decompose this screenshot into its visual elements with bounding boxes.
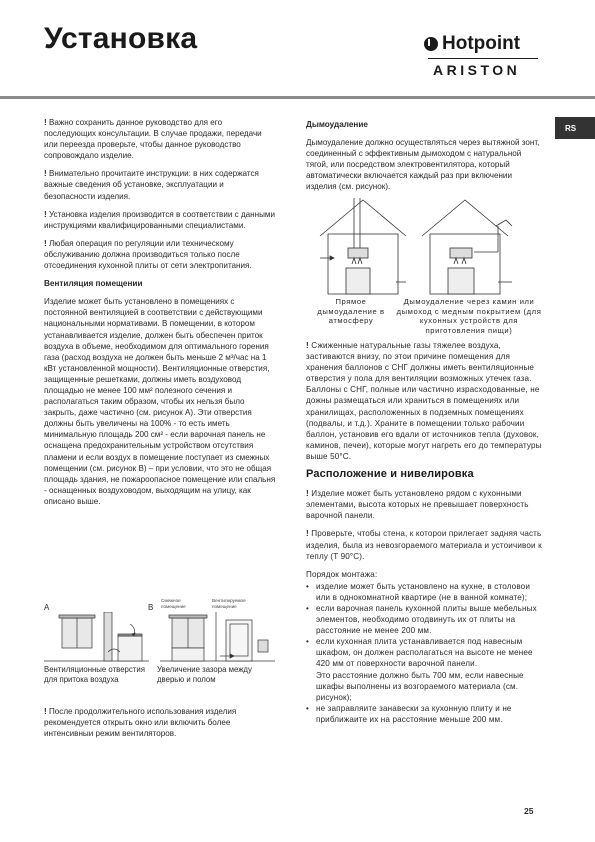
header-rule bbox=[0, 96, 595, 99]
mounting-heading: Порядок монтажа: bbox=[306, 569, 378, 579]
brand-name: Hotpoint bbox=[442, 33, 521, 54]
mounting-list bbox=[306, 581, 542, 725]
figure-a-caption: Вентиляционные отверстия для притока воздуха bbox=[44, 665, 145, 684]
final-note: ! После продолжительного использования изделия рекомендуется открыть окно или включить более интенсивныи режим вентиляторов. bbox=[44, 707, 237, 739]
smoke-caption-chimney: Дымоудаление через камин или дымоход с медным покрытием (для кухонных устройств для приготовления пищи) bbox=[396, 297, 542, 335]
page-title: Установка bbox=[44, 22, 198, 55]
placement-note-1: ! Изделие может быть установлено рядом с кухонными элементами, высота которых не превышает поверхность варочной панели. bbox=[306, 489, 529, 521]
placement-heading: Расположение и нивелировка bbox=[306, 468, 474, 481]
smoke-figure-direct bbox=[318, 196, 408, 296]
right-column-bottom bbox=[306, 340, 542, 725]
brand-subname: ARISTON bbox=[433, 62, 521, 78]
figure-a-label: A bbox=[44, 603, 50, 612]
smoke-heading: Дымоудаление bbox=[306, 120, 368, 129]
figure-b-caption: Увеличение зазора между дверью и полом bbox=[157, 665, 252, 684]
smoke-caption-direct: Прямое дымоудаление в атмосферу bbox=[317, 297, 385, 325]
left-column bbox=[44, 117, 276, 514]
brand-divider bbox=[428, 58, 538, 59]
right-column-top bbox=[306, 117, 542, 200]
brand-mark-icon bbox=[424, 37, 438, 51]
ventilation-heading: Вентиляция помещении bbox=[44, 279, 143, 289]
language-tab: RS bbox=[555, 117, 595, 139]
smoke-text: Дымоудаление должно осуществляться через вытяжной зонт, соединенный с эффективным дымоходом с натуральной тягой, или посредством электровентилятора, который автоматически включается каждый раз при включении изделия (см. рисунок). bbox=[306, 138, 540, 192]
list-item: • не заправляите занавески за кухонную плиту и не приближаите их на расстояние меньше 200 мм. bbox=[316, 703, 542, 725]
note-3: ! Установка изделия производится в соответствии с данными инструкциями квалифицированными специалистами. bbox=[44, 209, 276, 230]
note-1: ! Важно сохранить данное руководство для его последующих консультации. В случае продажи, передачи или переезда проверьте, чтобы данное руководство сопровождало изделие. bbox=[44, 118, 262, 161]
note-4: ! Любая операция по регуляции или техническому обслуживанию должна производиться только после отсоединения кухонной плиты от сети электропитания. bbox=[44, 238, 252, 271]
list-item: • изделие может быть установлено на кухне, в столовои или в однокомнатной квартире (не в ванной комнате); bbox=[316, 581, 542, 603]
brand-logo bbox=[424, 33, 542, 83]
placement-note-2: ! Проверьте, чтобы стена, к которои прилегает задняя часть изделия, была из невозгораемого материала и устоичивои к теплу (T 90°С). bbox=[306, 529, 542, 561]
figure-b-adjacent-room: Смежное помещение bbox=[161, 598, 186, 609]
list-item: • если варочная панель кухонной плиты выше мебельных элементов, необходимо отодвинуть их от плиты на расстояние не менее 200 мм. bbox=[316, 603, 542, 636]
figure-b-label: B bbox=[148, 603, 154, 612]
note-2: ! Внимательно прочитаите инструкции: в них содержатся важные сведения об установке, эксплуатации и безопасности изделия. bbox=[44, 169, 259, 201]
smoke-figure-chimney bbox=[420, 196, 524, 296]
ventilation-text: Изделие может быть установлено в помещениях с постоянной вентиляцией в соответствии с действующими национальными нормативами. В помещении, в котором устанавливается изделие, должен быть обеспечен приток воздуха в объеме, необходимом для оптимального горения газа (расход воздуха не должен быть меньше 2 м³/час на 1 кВт установленной мощности). Вентиляционные отверстия, защищенные решетками, должны иметь воздуховод площадью не менее 100 мм² полезного сечения и располагаться таким образом, чтобы их нельзя было закрыть, даже частично (см. рисунок А). Эти отверстия должны быть увеличены на 100% - то есть иметь минимальную площадь 200 см² - если варочная панель не оснащена предохранительным устройством отсутствия пламени и если воздух в помещение поступает из смежных помещении (см. рисунок В) – при условии, что это не общая площадь здания, не пожароопасное помещение или спальня - оснащенных воздуховодом, выходящим на улицу, как описано выше. bbox=[44, 297, 276, 506]
gas-note: ! Сжиженные натуральные газы тяжелее воздуха, застиваются внизу, по этои причине помещения для хранения баллонов с СНГ должны иметь вентиляционные отверстия у пола для вентиляции возможных утечек газа. Баллоны с СНГ, полные или частично израсходованные, не дожны размещаться или храниться в помещениях или хранилищах, расположенных в подземных помещениях (подвалы, и т.д.). Храните в помещении только рабочии баллон, установив его вдали от источников тепла (духовок, каминов, печеи), которые могут нагреть его до температуры выше 50°С. bbox=[306, 341, 542, 461]
page-number: 25 bbox=[524, 806, 534, 816]
list-item: • если кухонная плита устанавливается под навесным шкафом, он должен располагаться на высоте не менее 420 мм от поверхности варочной панели. Это расстояние должно быть 700 мм, если навесные шкафы выполнены из возгораемого материала (см. рисунок); bbox=[316, 636, 542, 703]
figure-a-illustration bbox=[44, 612, 149, 664]
figure-b-illustration bbox=[160, 612, 275, 664]
figure-b-ventilated-room: Вентилируемое помещение bbox=[212, 598, 246, 609]
